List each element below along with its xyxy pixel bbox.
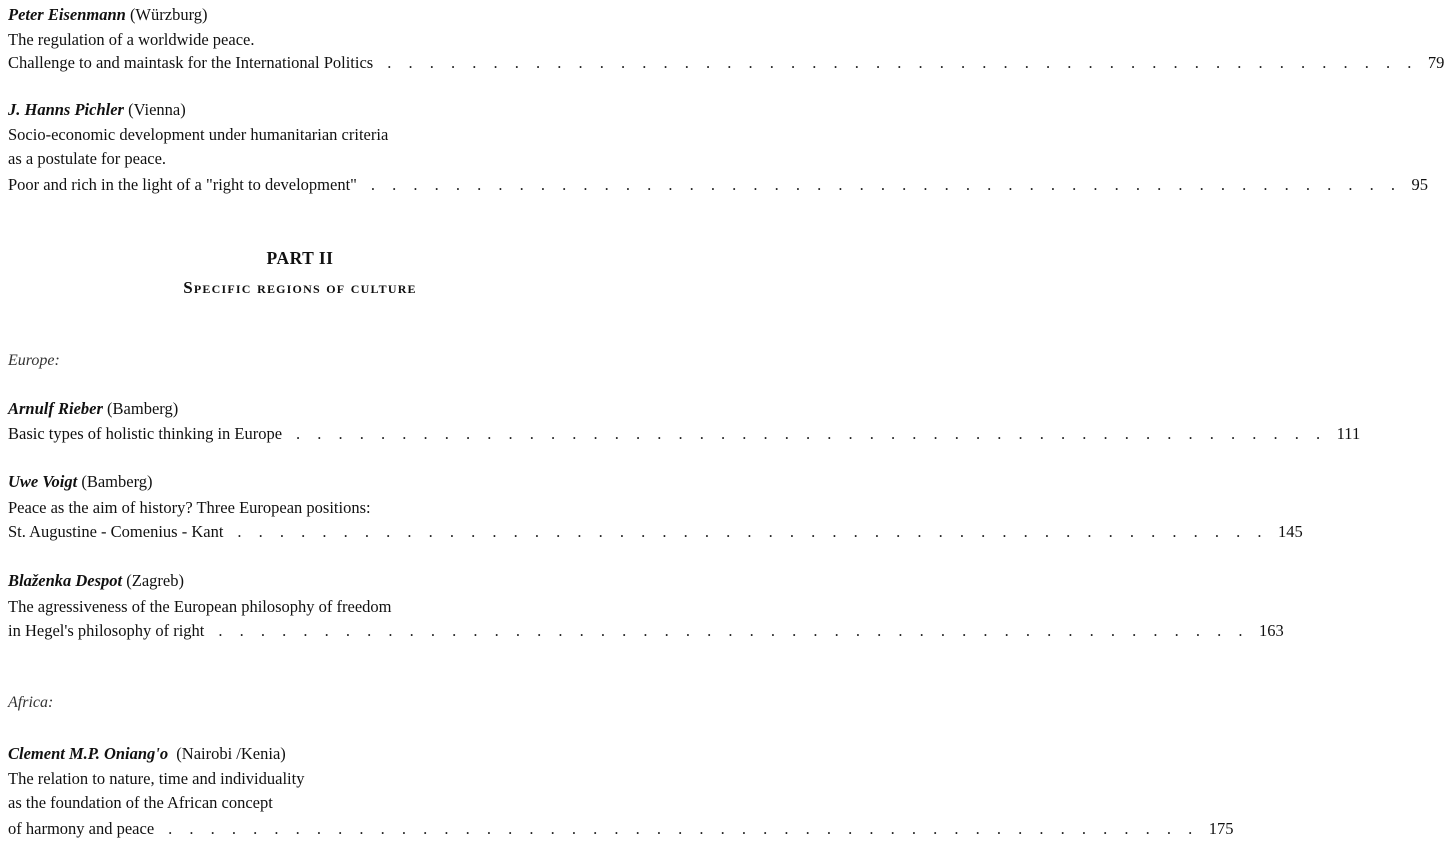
- author-name: J. Hanns Pichler: [8, 100, 124, 119]
- author-name: Peter Eisenmann: [8, 5, 126, 24]
- toc-entry-title-line: The relation to nature, time and individuality: [8, 769, 305, 788]
- page-number: 95: [1411, 175, 1429, 194]
- toc-entry-title: Poor and rich in the light of a "right to development": [8, 175, 357, 194]
- author-name: Clement M.P. Oniang'o: [8, 744, 169, 763]
- region-heading-africa: Africa:: [8, 694, 54, 711]
- dot-leader: . . . . . . . . . . . . . . . . . . . . . . . . . . . . . . . . . . . . . . . . . . . . . . . . .: [168, 819, 1199, 838]
- toc-entry-title: St. Augustine - Comenius - Kant: [8, 522, 224, 541]
- author-place: (Vienna): [128, 100, 186, 119]
- toc-entry-last-line[interactable]: [8, 521, 1303, 543]
- dot-leader: . . . . . . . . . . . . . . . . . . . . . . . . . . . . . . . . . . . . . . . . . . . . . . . . .: [387, 53, 1418, 72]
- author-name: Uwe Voigt: [8, 472, 78, 491]
- toc-entry-title-line: as the foundation of the African concept: [8, 793, 273, 812]
- toc-entry-title-line: The agressiveness of the European philosophy of freedom: [8, 597, 392, 616]
- part-title: PART II: [266, 248, 334, 268]
- dot-leader: . . . . . . . . . . . . . . . . . . . . . . . . . . . . . . . . . . . . . . . . . . . . . . . . .: [296, 424, 1327, 443]
- toc-entry-last-line[interactable]: [8, 818, 1234, 840]
- toc-entry-title-line: Peace as the aim of history? Three European positions:: [8, 498, 371, 517]
- part-subtitle: Specific regions of culture: [183, 278, 417, 297]
- toc-entry-title: Challenge to and maintask for the International Politics: [8, 53, 374, 72]
- toc-entry-title-line: Socio-economic development under humanitarian criteria: [8, 125, 389, 144]
- toc-entry-author-line: [8, 471, 572, 493]
- toc-entry-title: Basic types of holistic thinking in Europe: [8, 424, 283, 443]
- author-place: (Bamberg): [81, 472, 153, 491]
- author-place: (Bamberg): [107, 399, 179, 418]
- author-place: (Würzburg): [129, 5, 208, 24]
- toc-entry-title: of harmony and peace: [8, 819, 155, 838]
- toc-entry-last-line[interactable]: [8, 423, 1361, 445]
- toc-entry-author-line: [8, 398, 572, 420]
- toc-entry-title-line: as a postulate for peace.: [8, 149, 167, 168]
- page-number: 145: [1278, 522, 1303, 541]
- toc-entry-last-line[interactable]: [8, 174, 1429, 196]
- dot-leader: . . . . . . . . . . . . . . . . . . . . . . . . . . . . . . . . . . . . . . . . . . . . . . . . .: [370, 175, 1402, 194]
- author-name: Blaženka Despot: [8, 571, 123, 590]
- toc-entry-author-line: [8, 4, 572, 26]
- page-number: 79: [1427, 53, 1444, 72]
- page-number: 111: [1336, 424, 1361, 443]
- toc-entry-last-line[interactable]: [8, 620, 1284, 642]
- dot-leader: . . . . . . . . . . . . . . . . . . . . . . . . . . . . . . . . . . . . . . . . . . . . . . . . .: [218, 621, 1249, 640]
- page-number: 175: [1208, 819, 1234, 838]
- dot-leader: . . . . . . . . . . . . . . . . . . . . . . . . . . . . . . . . . . . . . . . . . . . . . . . . .: [237, 522, 1269, 541]
- page-number: 163: [1259, 621, 1284, 640]
- author-place: (Zagreb): [126, 571, 184, 590]
- toc-entry-title-line: The regulation of a worldwide peace.: [8, 30, 255, 49]
- toc-entry-author-line: [8, 570, 572, 592]
- toc-entry-author-line: [8, 99, 572, 121]
- toc-entry-title: in Hegel's philosophy of right: [8, 621, 205, 640]
- author-name: Arnulf Rieber: [8, 399, 103, 418]
- toc-entry-author-line: [8, 743, 572, 765]
- author-place: (Nairobi /Kenia): [176, 744, 286, 763]
- region-heading-europe: Europe:: [8, 352, 60, 369]
- toc-entry-last-line[interactable]: [8, 52, 1444, 74]
